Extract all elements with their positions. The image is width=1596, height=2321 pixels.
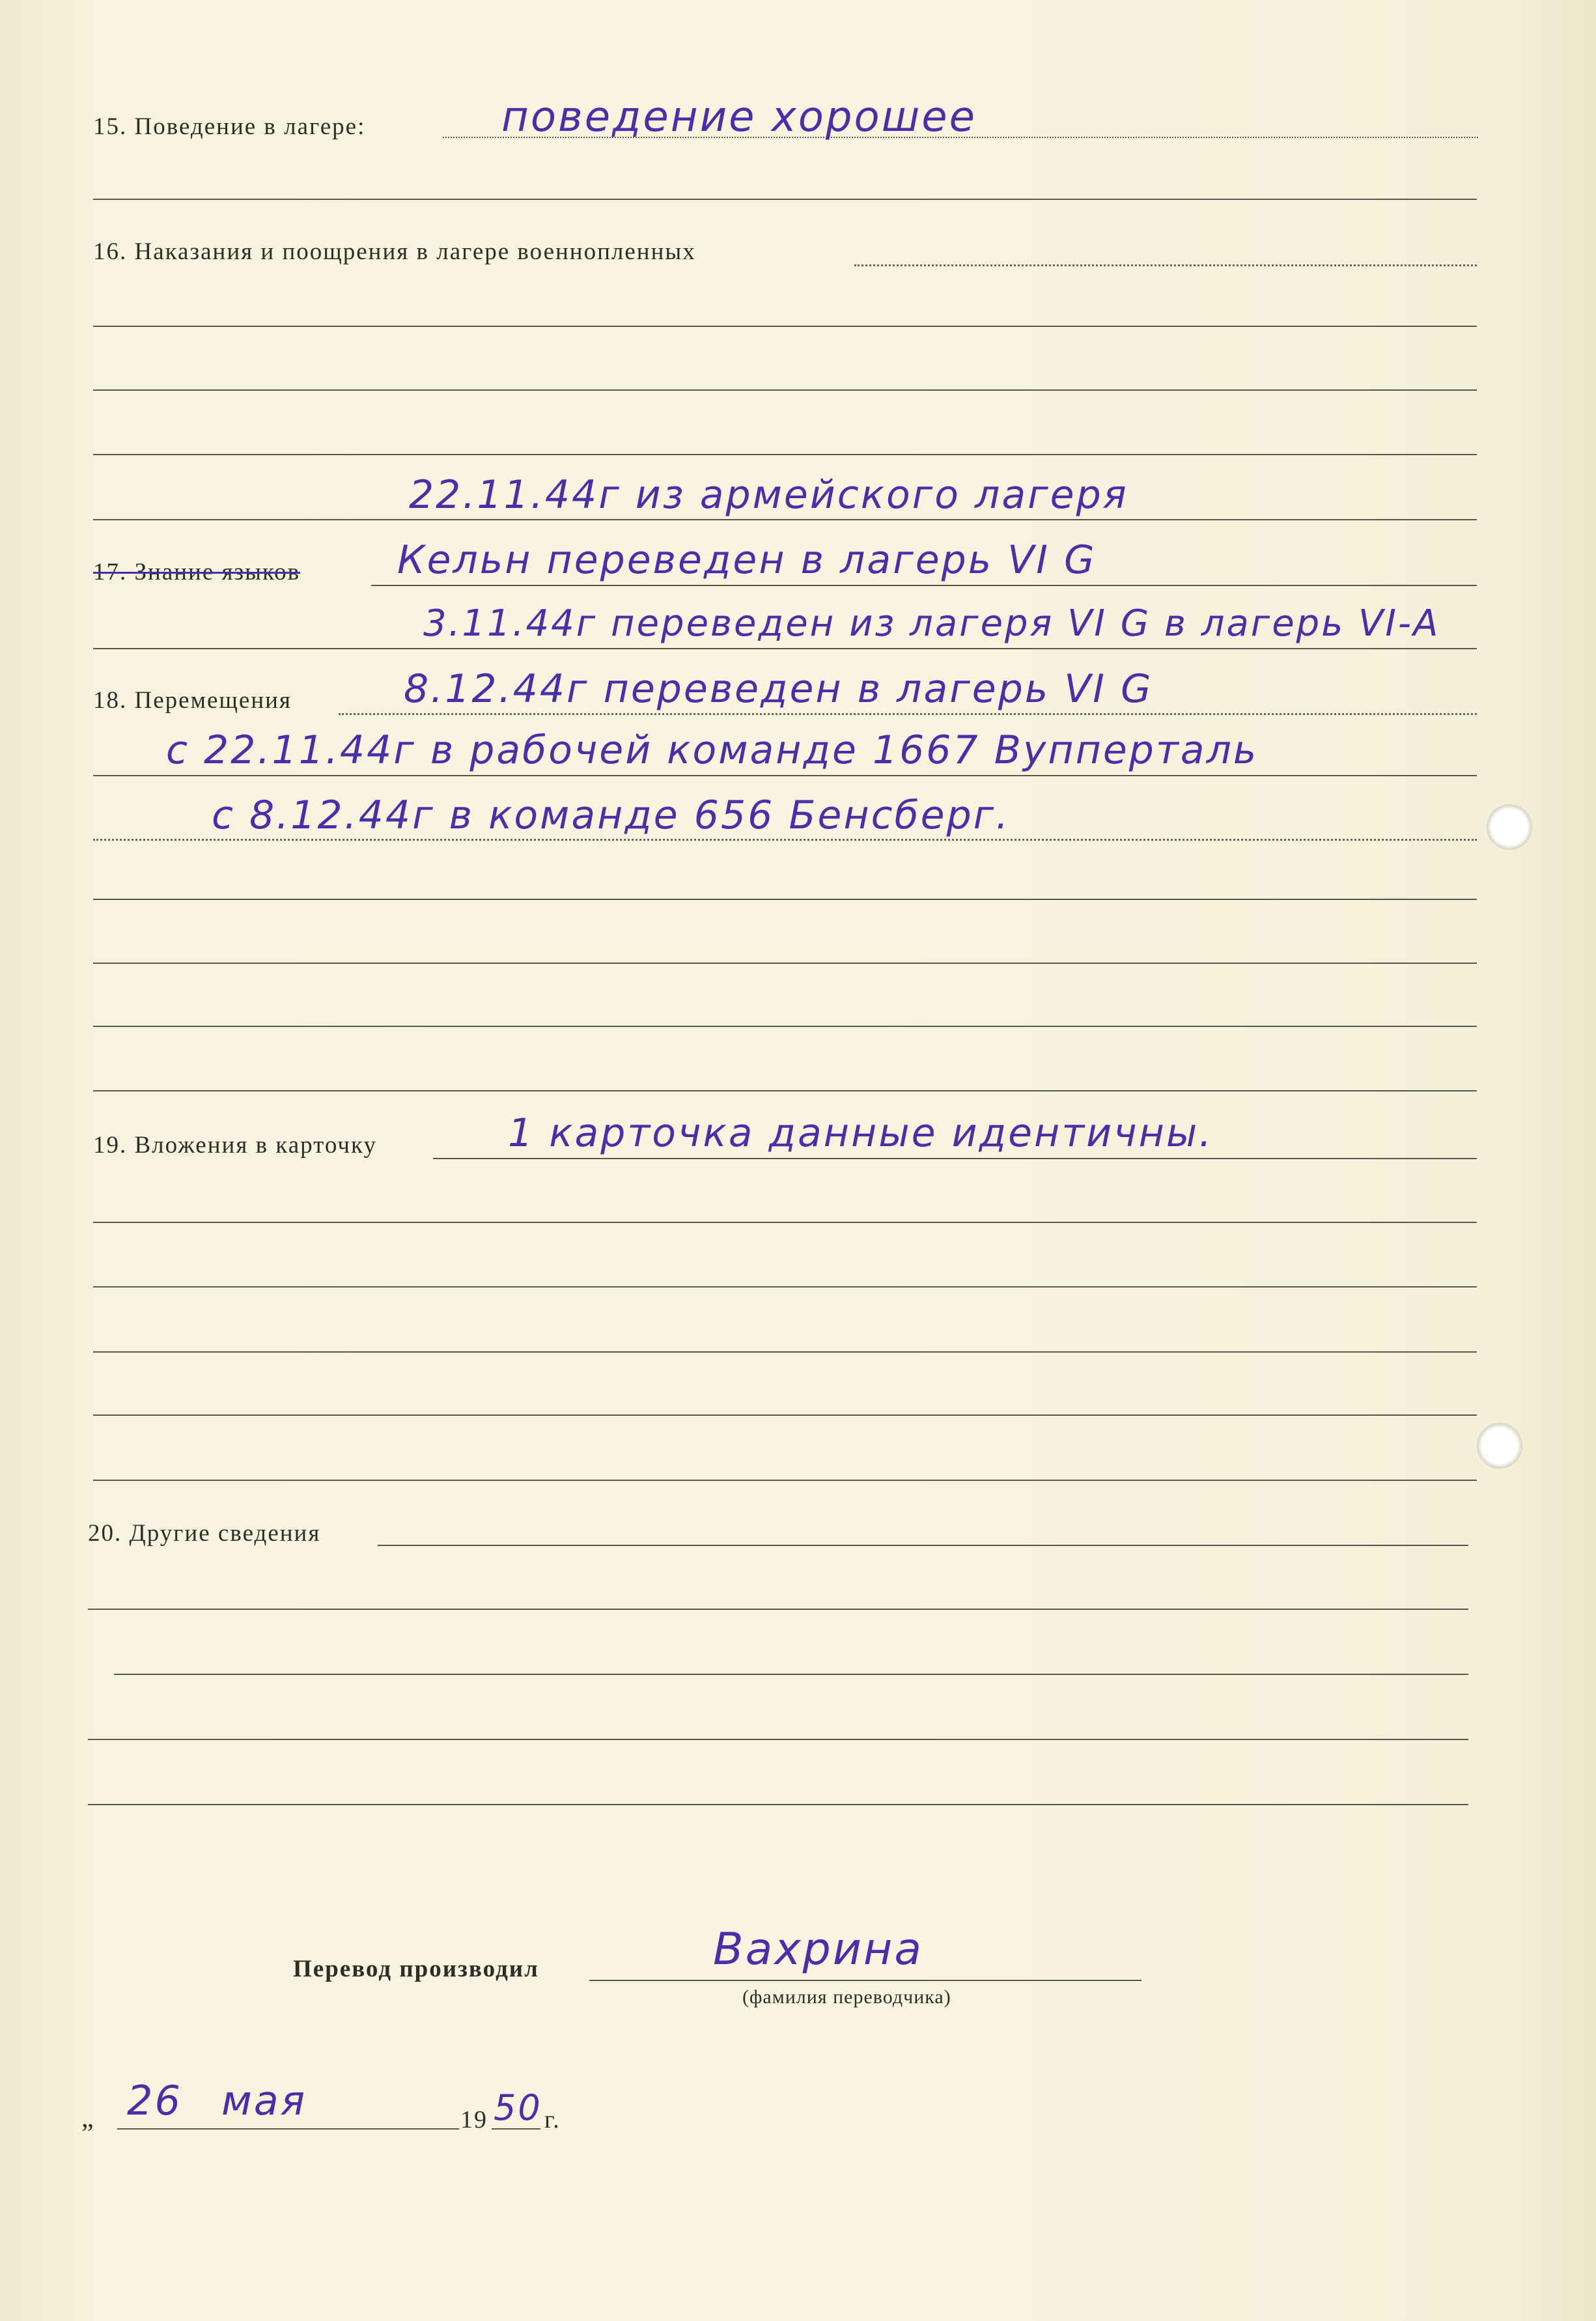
punch-hole [1487, 804, 1532, 850]
rule [93, 899, 1477, 900]
year-end: г. [544, 2106, 561, 2133]
rule [93, 389, 1477, 391]
field-20-label: 20. Другие сведения [88, 1520, 321, 1547]
rule [93, 1026, 1477, 1027]
rule [93, 1090, 1477, 1091]
date-month: мая [221, 2077, 307, 2124]
field-20-line [378, 1545, 1468, 1546]
rule [88, 1609, 1468, 1610]
rule [88, 1739, 1468, 1740]
field-16-line [854, 264, 1477, 266]
year-suffix: 50 [494, 2087, 542, 2128]
field-17-line [371, 585, 1477, 586]
field-18-line1: 3.11.44г переведен из лагеря VI G в лагерь VI-A [423, 602, 1440, 645]
date-line [117, 2128, 459, 2130]
field-18-line2: 8.12.44г переведен в лагерь VI G [404, 666, 1153, 712]
rule [93, 1480, 1477, 1481]
translator-label: Перевод производил [293, 1956, 539, 1982]
field-19-value: 1 карточка данные идентичны. [508, 1110, 1214, 1156]
rule [93, 1414, 1477, 1416]
rule [93, 1286, 1477, 1287]
field-17-line1: 22.11.44г из армейского лагеря [409, 472, 1128, 518]
rule [88, 1804, 1468, 1805]
field-18-line4: с 8.12.44г в команде 656 Бенсберг. [212, 793, 1011, 838]
punch-hole [1477, 1423, 1522, 1469]
field-17-label: 17. Знание языков [93, 559, 301, 585]
rule [93, 963, 1477, 964]
rule [114, 1674, 1468, 1675]
translator-caption: (фамилия переводчика) [742, 1986, 951, 2008]
field-16-label: 16. Наказания и поощрения в лагере военнопленных [93, 238, 696, 265]
translator-line [589, 1980, 1141, 1981]
translator-signature: Вахрина [713, 1924, 924, 1975]
rule [93, 839, 1477, 841]
rule [93, 1222, 1477, 1223]
date-day: 26 [127, 2077, 182, 2124]
rule [93, 199, 1477, 200]
rule [93, 1351, 1477, 1353]
field-18-line [339, 713, 1477, 715]
date-open-quote: „ [81, 2103, 95, 2133]
field-15-value: поведение хорошее [501, 93, 977, 141]
field-17-line2: Кельн переведен в лагерь VI G [397, 537, 1097, 583]
field-18-line3: с 22.11.44г в рабочей команде 1667 Вупперталь [166, 727, 1259, 773]
rule [93, 648, 1477, 649]
field-18-label: 18. Перемещения [93, 687, 292, 714]
field-15-label: 15. Поведение в лагере: [93, 113, 366, 140]
rule [93, 326, 1477, 327]
field-19-line [433, 1158, 1477, 1159]
rule [93, 519, 1477, 520]
rule [93, 775, 1477, 776]
field-19-label: 19. Вложения в карточку [93, 1132, 377, 1159]
rule [93, 454, 1477, 455]
year-line [492, 2128, 540, 2130]
year-prefix: 19 [460, 2106, 488, 2133]
